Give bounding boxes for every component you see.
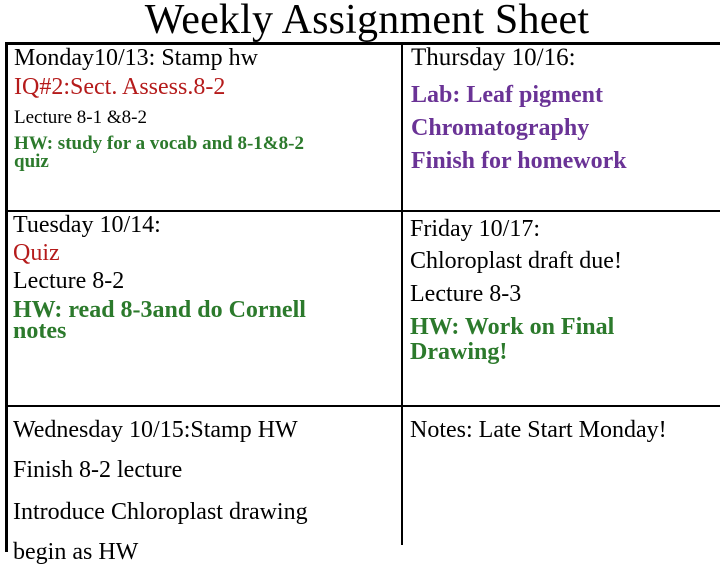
- thursday-line-3: Finish for homework: [411, 148, 627, 174]
- monday-hw-line-2: quiz: [14, 151, 49, 172]
- wednesday-cell: [13, 410, 308, 571]
- monday-heading: Monday10/13: Stamp hw: [14, 45, 258, 71]
- thursday-heading: Thursday 10/16:: [411, 44, 576, 71]
- notes-cell: [410, 410, 667, 450]
- grid-column-divider: [401, 45, 403, 545]
- wednesday-line-2: Introduce Chloroplast drawing: [13, 499, 308, 525]
- monday-cell: [14, 43, 304, 171]
- wednesday-heading: Wednesday 10/15:Stamp HW: [13, 417, 298, 443]
- tuesday-lecture: Lecture 8-2: [13, 268, 125, 294]
- friday-line-2: Lecture 8-3: [410, 281, 522, 307]
- wednesday-line-3: begin as HW: [13, 539, 139, 565]
- friday-cell: [410, 214, 622, 363]
- monday-hw-line-1: HW: study for a vocab and 8-1&8-2: [14, 133, 304, 154]
- grid-row-divider-2: [8, 405, 720, 407]
- thursday-cell: [411, 42, 627, 178]
- friday-hw-line-1: HW: Work on Final: [410, 314, 615, 340]
- monday-iq: IQ#2:Sect. Assess.8-2: [14, 74, 226, 100]
- tuesday-cell: [13, 211, 306, 344]
- thursday-line-2: Chromatography: [411, 115, 590, 141]
- friday-hw-line-2: Drawing!: [410, 339, 508, 365]
- notes-text: Notes: Late Start Monday!: [410, 417, 667, 443]
- tuesday-quiz: Quiz: [13, 240, 60, 266]
- tuesday-hw-line-2: notes: [13, 318, 67, 344]
- wednesday-line-1: Finish 8-2 lecture: [13, 457, 183, 483]
- friday-line-1: Chloroplast draft due!: [410, 248, 622, 274]
- tuesday-heading: Tuesday 10/14:: [13, 212, 161, 238]
- thursday-line-1: Lab: Leaf pigment: [411, 82, 603, 108]
- tuesday-hw-line-1: HW: read 8-3and do Cornell: [13, 297, 306, 323]
- monday-lecture: Lecture 8-1 &8-2: [14, 107, 147, 128]
- page-title: Weekly Assignment Sheet: [144, 0, 590, 43]
- friday-heading: Friday 10/17:: [410, 216, 540, 242]
